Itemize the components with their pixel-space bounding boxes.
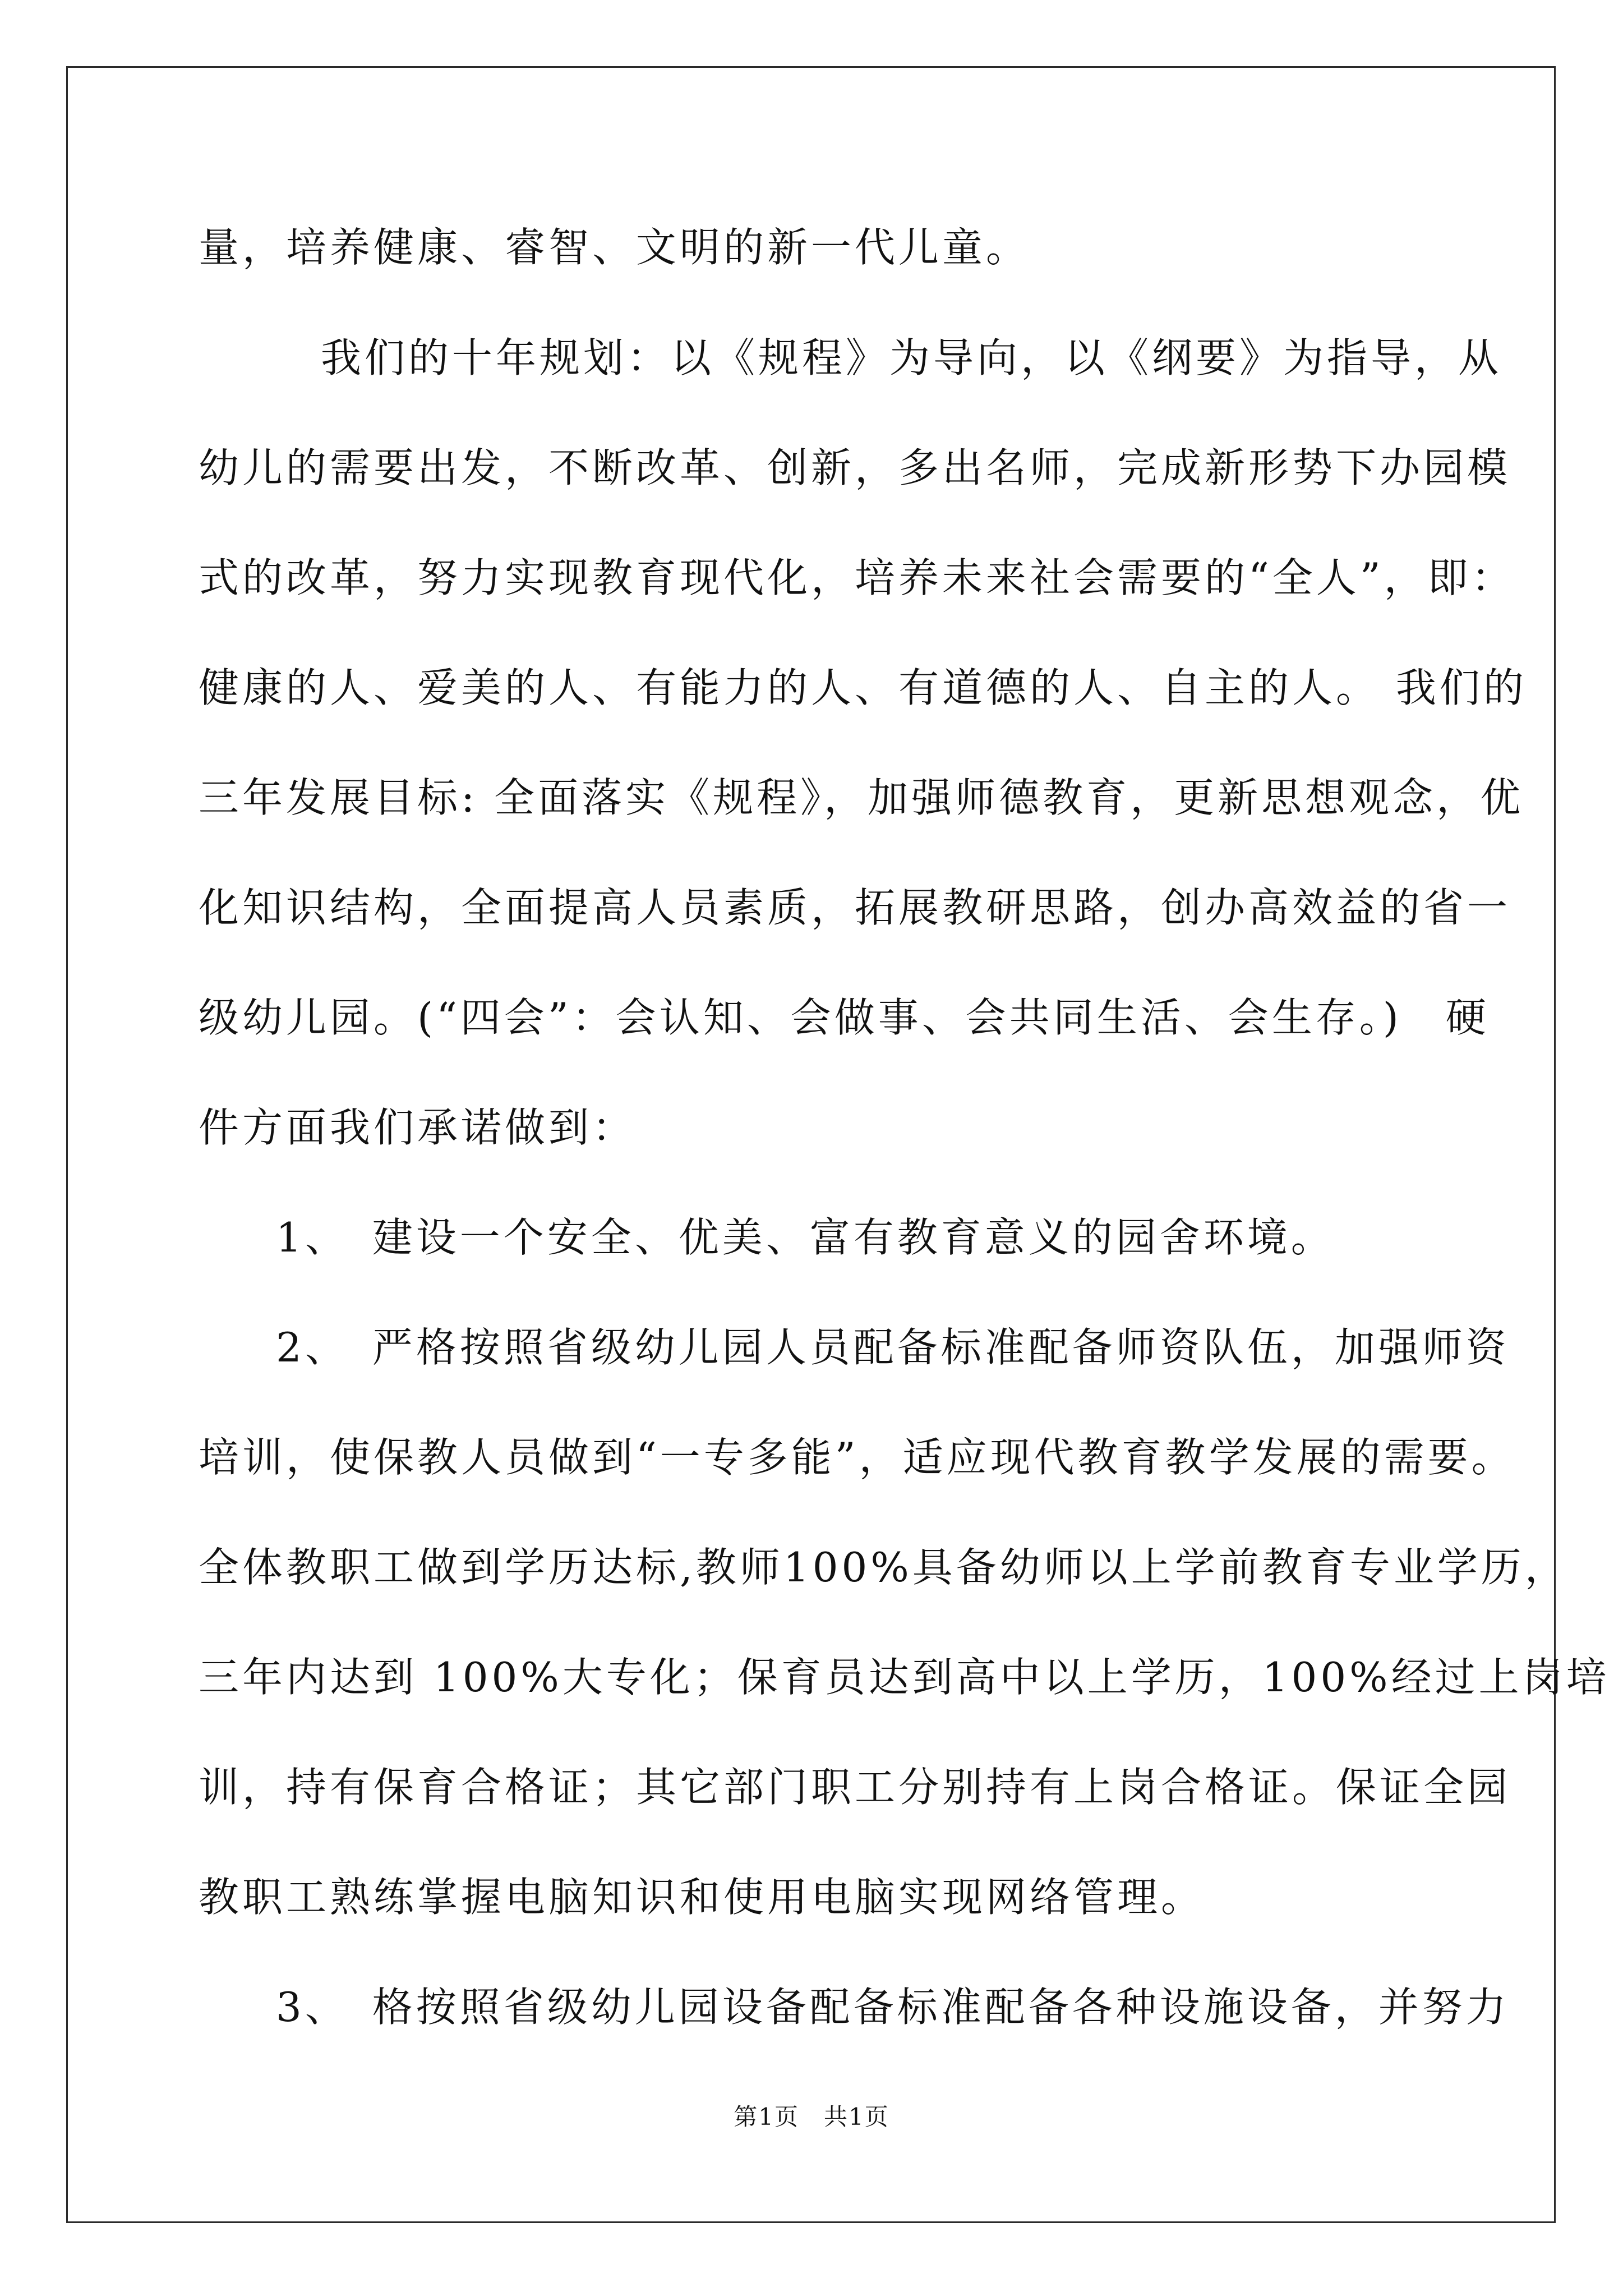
text-line: 训，持有保育合格证；其它部门职工分别持有上岗合格证。保证全园 [199, 1764, 1511, 1811]
text-line: 1、 建设一个安全、优美、富有教育意义的园舍环境。 [276, 1214, 1335, 1261]
text-line: 件方面我们承诺做到： [199, 1104, 637, 1151]
text-line: 我们的十年规划：以《规程》为导向，以《纲要》为指导，从 [321, 334, 1502, 381]
text-line: 3、 格按照省级幼儿园设备配备标准配备各种设施设备，并努力 [276, 1984, 1510, 2031]
page-number-footer: 第1页 共1页 [734, 2103, 889, 2131]
text-line: 全体教职工做到学历达标,教师100%具备幼师以上学前教育专业学历， [199, 1544, 1569, 1591]
text-line: 量，培养健康、睿智、文明的新一代儿童。 [199, 224, 1030, 271]
text-line: 化知识结构，全面提高人员素质，拓展教研思路，创办高效益的省一 [199, 884, 1511, 931]
text-line: 培训，使保教人员做到“一专多能”，适应现代教育教学发展的需要。 [199, 1434, 1515, 1481]
text-line: 三年发展目标: 全面落实《规程》，加强师德教育，更新思想观念，优 [199, 774, 1524, 821]
text-line: 三年内达到 100%大专化；保育员达到高中以上学历，100%经过上岗培 [199, 1654, 1610, 1701]
text-line: 健康的人、爱美的人、有能力的人、有道德的人、自主的人。 我们的 [199, 664, 1527, 711]
text-line: 级幼儿园。(“四会”：会认知、会做事、会共同生活、会生存。) 硬 [199, 994, 1490, 1041]
text-line: 教职工熟练掌握电脑知识和使用电脑实现网络管理。 [199, 1874, 1205, 1921]
text-line: 幼儿的需要出发，不断改革、创新，多出名师，完成新形势下办园模 [199, 444, 1511, 491]
text-line: 式的改革，努力实现教育现代化，培养未来社会需要的“全人”，即： [199, 554, 1515, 601]
text-line: 2、 严格按照省级幼儿园人员配备标准配备师资队伍，加强师资 [276, 1324, 1510, 1371]
